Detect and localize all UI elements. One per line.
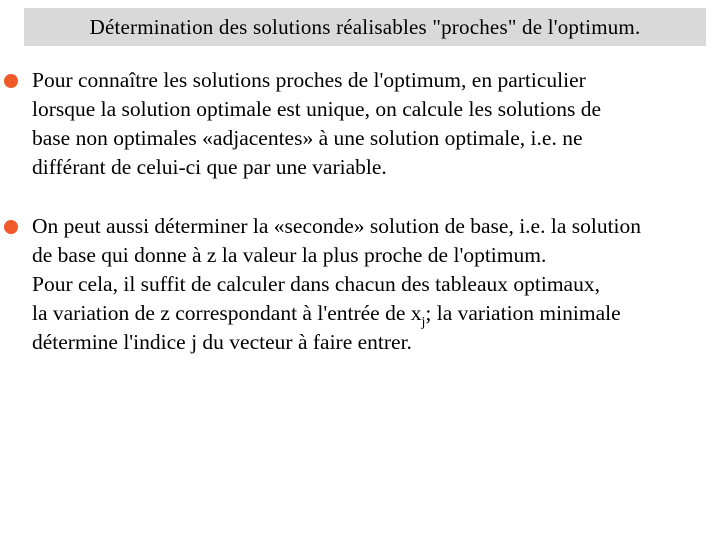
slide-title: Détermination des solutions réalisables "proches" de l'optimum. [89,14,641,39]
text-segment: la variation de z correspondant à l'entrée de x [32,301,422,325]
text-line: Pour cela, il suffit de calculer dans chacun des tableaux optimaux, [32,272,600,296]
text-line: base non optimales «adjacentes» à une solution optimale, i.e. ne [32,126,583,150]
text-line: On peut aussi déterminer la «seconde» solution de base, i.e. la solution [32,214,642,238]
title-bar [24,8,706,46]
text-line: de base qui donne à z la valeur la plus proche de l'optimum. [32,243,547,267]
text-line: lorsque la solution optimale est unique, on calcule les solutions de [32,97,602,121]
text-line-with-subscript [32,299,718,328]
bullet-text [32,66,718,182]
text-line: différant de celui-ci que par une variable. [32,155,387,179]
text-line: Pour connaître les solutions proches de l'optimum, en particulier [32,68,586,92]
bullet-text [32,212,718,357]
bullet-dot-icon [4,220,18,234]
text-segment: ; la variation minimale [425,301,621,325]
subscript-j: j [421,315,426,330]
text-line: détermine l'indice j du vecteur à faire entrer. [32,330,412,354]
bullet-dot-icon [4,74,18,88]
